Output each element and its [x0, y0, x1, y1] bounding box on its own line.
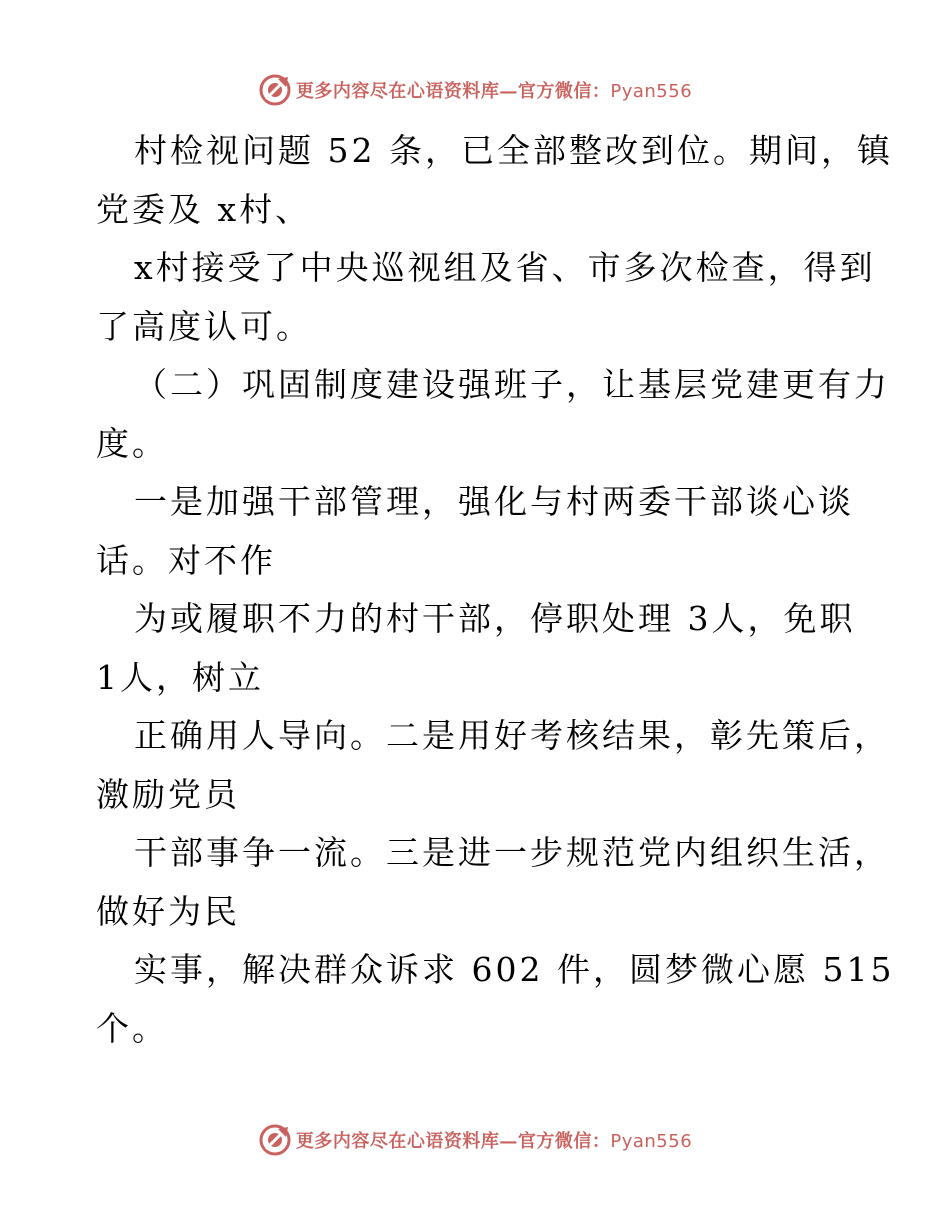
brand-logo-icon — [258, 1123, 292, 1157]
section-heading: （二）巩固制度建设强班子，让基层党建更有力 — [134, 365, 890, 404]
text-line: 为或履职不力的村干部，停职处理 3人，免职 — [134, 599, 856, 638]
text-line: 激励党员 — [96, 774, 240, 814]
text-line: 1人，树立 — [96, 657, 264, 697]
text-line: 做好为民 — [96, 891, 240, 931]
header-watermark — [0, 70, 950, 110]
watermark-text: 更多内容尽在心语资料库—官方微信：Pyan556 — [295, 1131, 693, 1152]
text-line: 话。对不作 — [96, 540, 276, 580]
brand-logo-icon — [258, 73, 292, 107]
text-line: 了高度认可。 — [96, 306, 312, 346]
text-line: 村检视问题 52 条，已全部整改到位。期间，镇 — [134, 131, 893, 170]
text-line: 干部事争一流。三是进一步规范党内组织生活， — [134, 833, 890, 872]
watermark-text: 更多内容尽在心语资料库—官方微信：Pyan556 — [295, 81, 693, 102]
text-line: 个。 — [96, 1008, 168, 1048]
footer-watermark — [0, 1120, 950, 1160]
text-line: 一是加强干部管理，强化与村两委干部谈心谈 — [134, 482, 854, 521]
text-line: 度。 — [96, 423, 168, 463]
text-line: x村接受了中央巡视组及省、市多次检查，得到 — [134, 248, 876, 287]
text-line: 实事，解决群众诉求 602 件，圆梦微心愿 515 — [134, 950, 895, 989]
text-line: 党委及 x村、 — [96, 189, 312, 229]
text-line: 正确用人导向。二是用好考核结果，彰先策后， — [134, 716, 890, 755]
document-body — [96, 122, 895, 1058]
